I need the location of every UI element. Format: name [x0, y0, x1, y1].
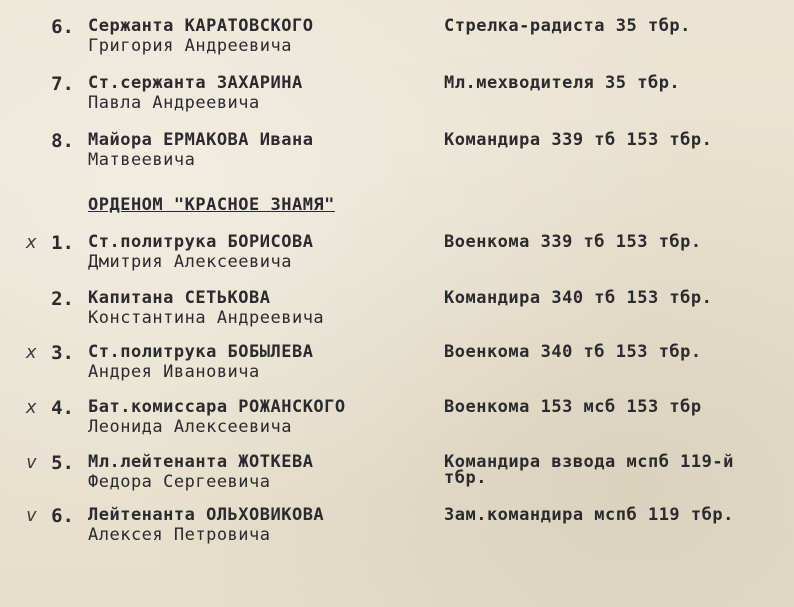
entry-name-line1: Ст.политрука БОРИСОВА [88, 232, 314, 252]
entry-name-line1: Ст.сержанта ЗАХАРИНА [88, 73, 303, 93]
entry-number: 4. [51, 397, 74, 419]
entry-name-line2: Павла Андреевича [88, 93, 260, 113]
entry-name-line2: Константина Андреевича [88, 308, 325, 328]
handwritten-mark: x [26, 232, 37, 253]
entry-number: 3. [51, 342, 74, 364]
entry-number: 8. [51, 130, 74, 152]
award-entry [0, 73, 794, 121]
entry-name-line2: Леонида Алексеевича [88, 417, 292, 437]
entry-name-line1: Капитана СЕТЬКОВА [88, 288, 271, 308]
entry-number: 5. [51, 452, 74, 474]
entry-position: Мл.мехводителя 35 тбр. [444, 73, 681, 93]
entry-position: Военкома 153 мсб 153 тбр [444, 397, 702, 417]
award-entry [0, 452, 794, 500]
entry-name-line1: Ст.политрука БОБЫЛЕВА [88, 342, 314, 362]
entry-number: 1. [51, 232, 74, 254]
entry-name-line1: Бат.комиссара РОЖАНСКОГО [88, 397, 346, 417]
handwritten-mark: x [26, 342, 37, 363]
entry-position: Военкома 339 тб 153 тбр. [444, 232, 702, 252]
entry-name-line1: Сержанта КАРАТОВСКОГО [88, 16, 314, 36]
entry-name-line2: Федора Сергеевича [88, 472, 271, 492]
award-entry [0, 130, 794, 178]
award-entry [0, 288, 794, 336]
handwritten-mark: v [26, 505, 37, 526]
entry-position: Зам.командира мспб 119 тбр. [444, 505, 734, 525]
entry-position-line2: тбр. [444, 468, 487, 488]
award-entry [0, 342, 794, 390]
award-entry [0, 16, 794, 64]
entry-position: Стрелка-радиста 35 тбр. [444, 16, 691, 36]
entry-number: 6. [51, 16, 74, 38]
entry-position: Командира 339 тб 153 тбр. [444, 130, 713, 150]
entry-number: 6. [51, 505, 74, 527]
award-entry [0, 397, 794, 445]
entry-position: Военкома 340 тб 153 тбр. [444, 342, 702, 362]
entry-position: Командира 340 тб 153 тбр. [444, 288, 713, 308]
entry-name-line1: Лейтенанта ОЛЬХОВИКОВА [88, 505, 325, 525]
entry-name-line2: Андрея Ивановича [88, 362, 260, 382]
entry-number: 7. [51, 73, 74, 95]
award-entry [0, 505, 794, 553]
entry-name-line1: Мл.лейтенанта ЖОТКЕВА [88, 452, 314, 472]
handwritten-mark: x [26, 397, 37, 418]
entry-position: Командира взвода мспб 119-й [444, 452, 734, 472]
award-entry [0, 232, 794, 280]
entry-name-line2: Григория Андреевича [88, 36, 292, 56]
entry-name-line1: Майора ЕРМАКОВА Ивана [88, 130, 314, 150]
entry-name-line2: Дмитрия Алексеевича [88, 252, 292, 272]
handwritten-mark: v [26, 452, 37, 473]
entry-name-line2: Алексея Петровича [88, 525, 271, 545]
entry-name-line2: Матвеевича [88, 150, 196, 170]
entry-number: 2. [51, 288, 74, 310]
section-heading: ОРДЕНОМ "КРАСНОЕ ЗНАМЯ" [88, 195, 335, 215]
